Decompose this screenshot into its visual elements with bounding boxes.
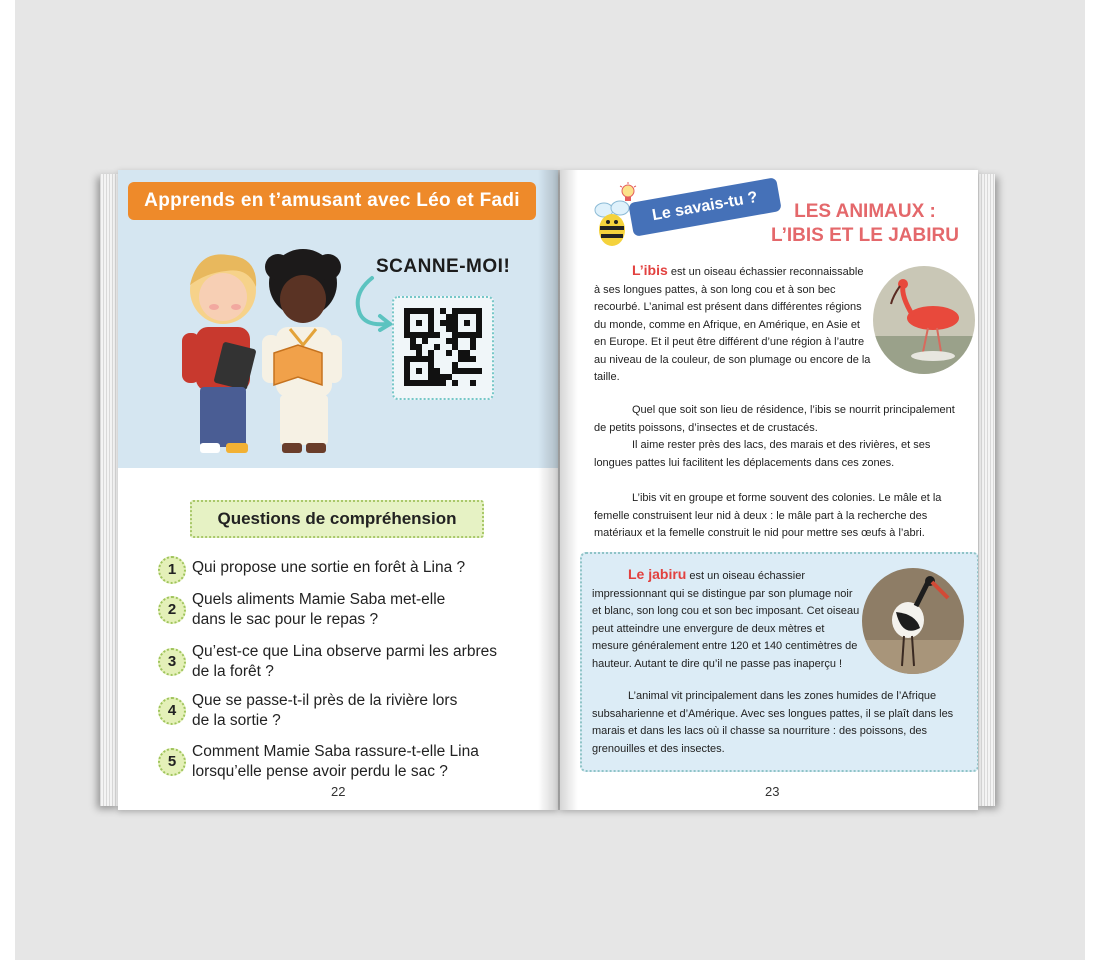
curved-arrow-icon bbox=[348, 274, 398, 334]
scan-me-label: SCANNE-MOI! bbox=[376, 256, 511, 277]
question-number: 1 bbox=[158, 556, 186, 584]
question-text: Comment Mamie Saba rassure-t-elle Lina lorsqu’elle pense avoir perdu le sac ? bbox=[192, 743, 479, 780]
ibis-paragraph-3 bbox=[594, 490, 966, 543]
page-edges-right bbox=[975, 174, 995, 806]
lightbulb-icon bbox=[618, 182, 638, 204]
right-page bbox=[560, 170, 978, 810]
jabiru-box bbox=[580, 552, 978, 772]
fadi-illustration bbox=[258, 245, 348, 475]
question-text: Qu’est-ce que Lina observe parmi les arbres de la forêt ? bbox=[192, 643, 497, 680]
title-line-2: L’IBIS ET LE JABIRU bbox=[771, 225, 959, 246]
question-text: Qui propose une sortie en forêt à Lina ? bbox=[192, 559, 466, 576]
questions-title: Questions de compréhension bbox=[190, 500, 484, 538]
jabiru-paragraph-2 bbox=[592, 688, 964, 758]
ibis-text-1: est un oiseau échassier reconnaissable à ses longues pattes, à son long cou et à son bec recourbé. L’animal est présent dans différentes régions du monde, comme en Afrique, en Amérique, en Asie et en Europe. Et il peut être différent d’une région à l’autre au niveau de la couleur, de son plumage ou encore de la taille. bbox=[594, 266, 871, 383]
qr-code[interactable] bbox=[404, 308, 482, 386]
open-book bbox=[100, 170, 995, 810]
page-banner: Apprends en t’amusant avec Léo et Fadi bbox=[128, 182, 536, 220]
ibis-paragraph-2 bbox=[594, 402, 964, 472]
page-number: 23 bbox=[765, 784, 780, 799]
question-number: 3 bbox=[158, 648, 186, 676]
leo-illustration bbox=[178, 245, 268, 475]
title-line-1: LES ANIMAUX : bbox=[794, 201, 936, 222]
question-number: 2 bbox=[158, 596, 186, 624]
jabiru-paragraph-1 bbox=[592, 566, 860, 673]
question-text: Quels aliments Mamie Saba met-elle dans le sac pour le repas ? bbox=[192, 591, 446, 628]
question-number: 4 bbox=[158, 697, 186, 725]
question-number: 5 bbox=[158, 748, 186, 776]
ibis-heading: L’ibis bbox=[632, 262, 668, 278]
ibis-text-2b: Il aime rester près des lacs, des marais et des rivières, et ses longues pattes lui facilitent les déplacements dans ces zones. bbox=[594, 439, 931, 469]
did-you-know-badge: Le savais-tu ? bbox=[628, 177, 782, 237]
ibis-text-2a: Quel que soit son lieu de résidence, l’ibis se nourrit principalement de petits poissons, d’insectes et de crustacés. bbox=[594, 404, 955, 434]
ibis-text-3: L’ibis vit en groupe et forme souvent des colonies. Le mâle et la femelle construisent leur nid à deux : le mâle part à la recherche des matériaux et la femelle construit le nid pour mettre ses œufs à l’abri. bbox=[594, 492, 942, 539]
page-edges-left bbox=[100, 174, 120, 806]
page-number: 22 bbox=[331, 784, 346, 799]
question-text: Que se passe-t-il près de la rivière lors de la sortie ? bbox=[192, 692, 458, 729]
jabiru-heading: Le jabiru bbox=[628, 566, 687, 582]
jabiru-text-1: est un oiseau échassier impressionnant qui se distingue par son plumage noir et blanc, son long cou et son bec imposant. Cet oiseau peut atteindre une envergure de deux mètres et mesure généralement entre 120 et 140 centimètres de hauteur. Autant te dire qu’il ne passe pas inaperçu ! bbox=[592, 570, 860, 670]
jabiru-photo bbox=[862, 568, 964, 674]
page-title bbox=[750, 200, 978, 248]
qr-code-frame[interactable] bbox=[392, 296, 494, 400]
jabiru-text-2: L’animal vit principalement dans les zones humides de l’Afrique subsaharienne et d’Amérique. Avec ses longues pattes, il se plaît dans les marais et dans les lacs où il chasse sa nourriture : des poissons, des grenouilles et des insectes. bbox=[592, 690, 954, 755]
ibis-photo bbox=[873, 266, 975, 374]
left-page bbox=[118, 170, 558, 810]
ibis-paragraph-1 bbox=[594, 262, 872, 387]
